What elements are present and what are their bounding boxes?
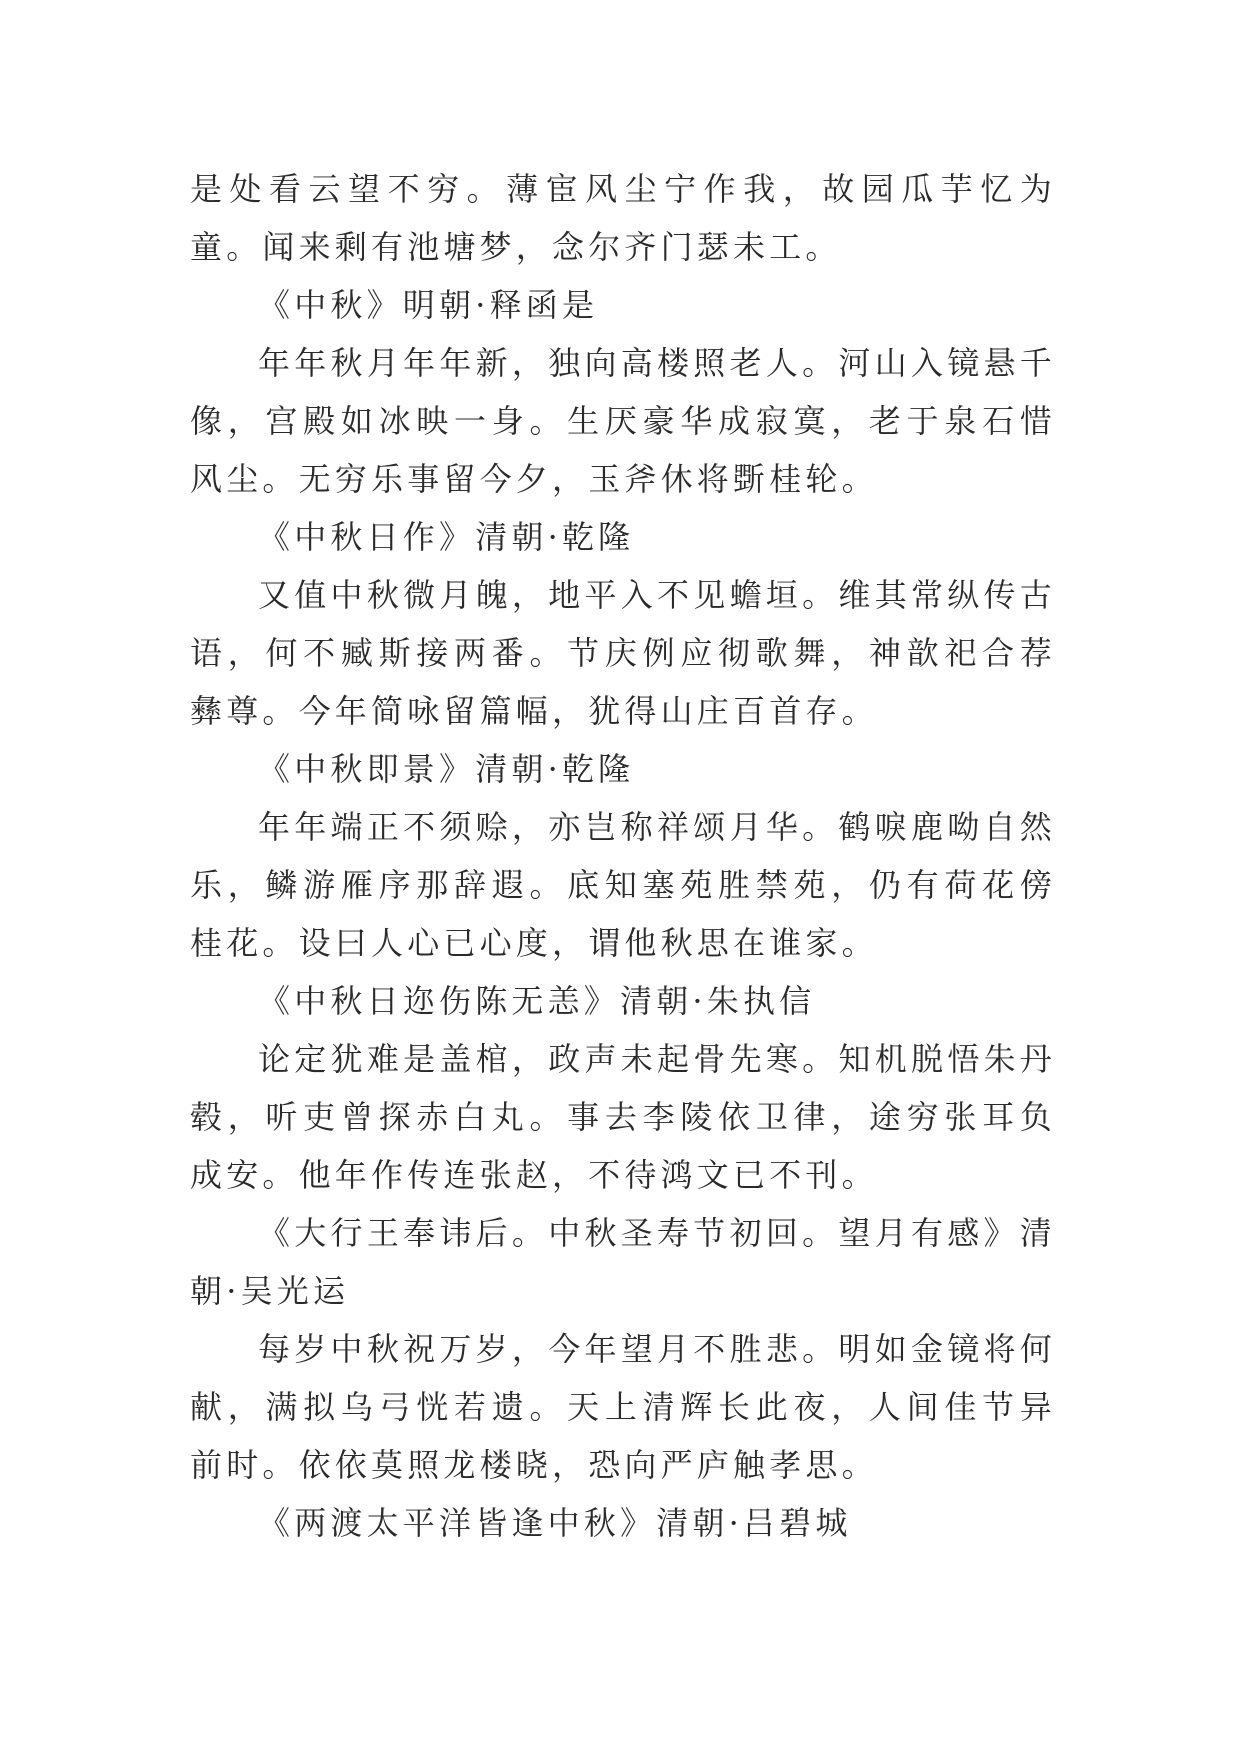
- poem-text: 每岁中秋祝万岁，今年望月不胜悲。明如金镜将何献，满拟乌弓恍若遗。天上清辉长此夜，人间佳节异前时。依依莫照龙楼晓，恐向严庐触孝思。: [190, 1330, 1056, 1484]
- poem-text: 年年秋月年年新，独向高楼照老人。河山入镜悬千像，宫殿如冰映一身。生厌豪华成寂寞，老于泉石惜风尘。无穷乐事留今夕，玉斧休将斲桂轮。: [190, 344, 1056, 498]
- poem-text: 又值中秋微月魄，地平入不见蟾垣。维其常纵传古语，何不臧斯接两番。节庆例应彻歌舞，神歆祀合荐彝尊。今年简咏留篇幅，犹得山庄百首存。: [190, 576, 1056, 730]
- document-body: [190, 160, 1056, 1552]
- poem-heading: 《大行王奉讳后。中秋圣寿节初回。望月有感》清朝·吴光运: [190, 1214, 1056, 1310]
- poem-text: 论定犹难是盖棺，政声未起骨先寒。知机脱悟朱丹毂，听吏曾探赤白丸。事去李陵依卫律，途穷张耳负成安。他年作传连张赵，不待鸿文已不刊。: [190, 1040, 1056, 1194]
- poem-text: 是处看云望不穷。薄宦风尘宁作我，故园瓜芋忆为童。闻来剩有池塘梦，念尔齐门瑟未工。: [190, 170, 1056, 266]
- poem-heading: 《中秋日迩伤陈无恙》清朝·朱执信: [258, 982, 816, 1020]
- poem-text: 年年端正不须赊，亦岂称祥颂月华。鹤唳鹿呦自然乐，鳞游雁序那辞遐。底知塞苑胜禁苑，仍有荷花傍桂花。设曰人心已心度，谓他秋思在谁家。: [190, 808, 1056, 962]
- poem-heading: 《两渡太平洋皆逢中秋》清朝·吕碧城: [258, 1504, 852, 1542]
- poem-heading: 《中秋》明朝·释函是: [258, 286, 599, 324]
- poem-heading: 《中秋即景》清朝·乾隆: [258, 750, 635, 788]
- poem-heading: 《中秋日作》清朝·乾隆: [258, 518, 635, 556]
